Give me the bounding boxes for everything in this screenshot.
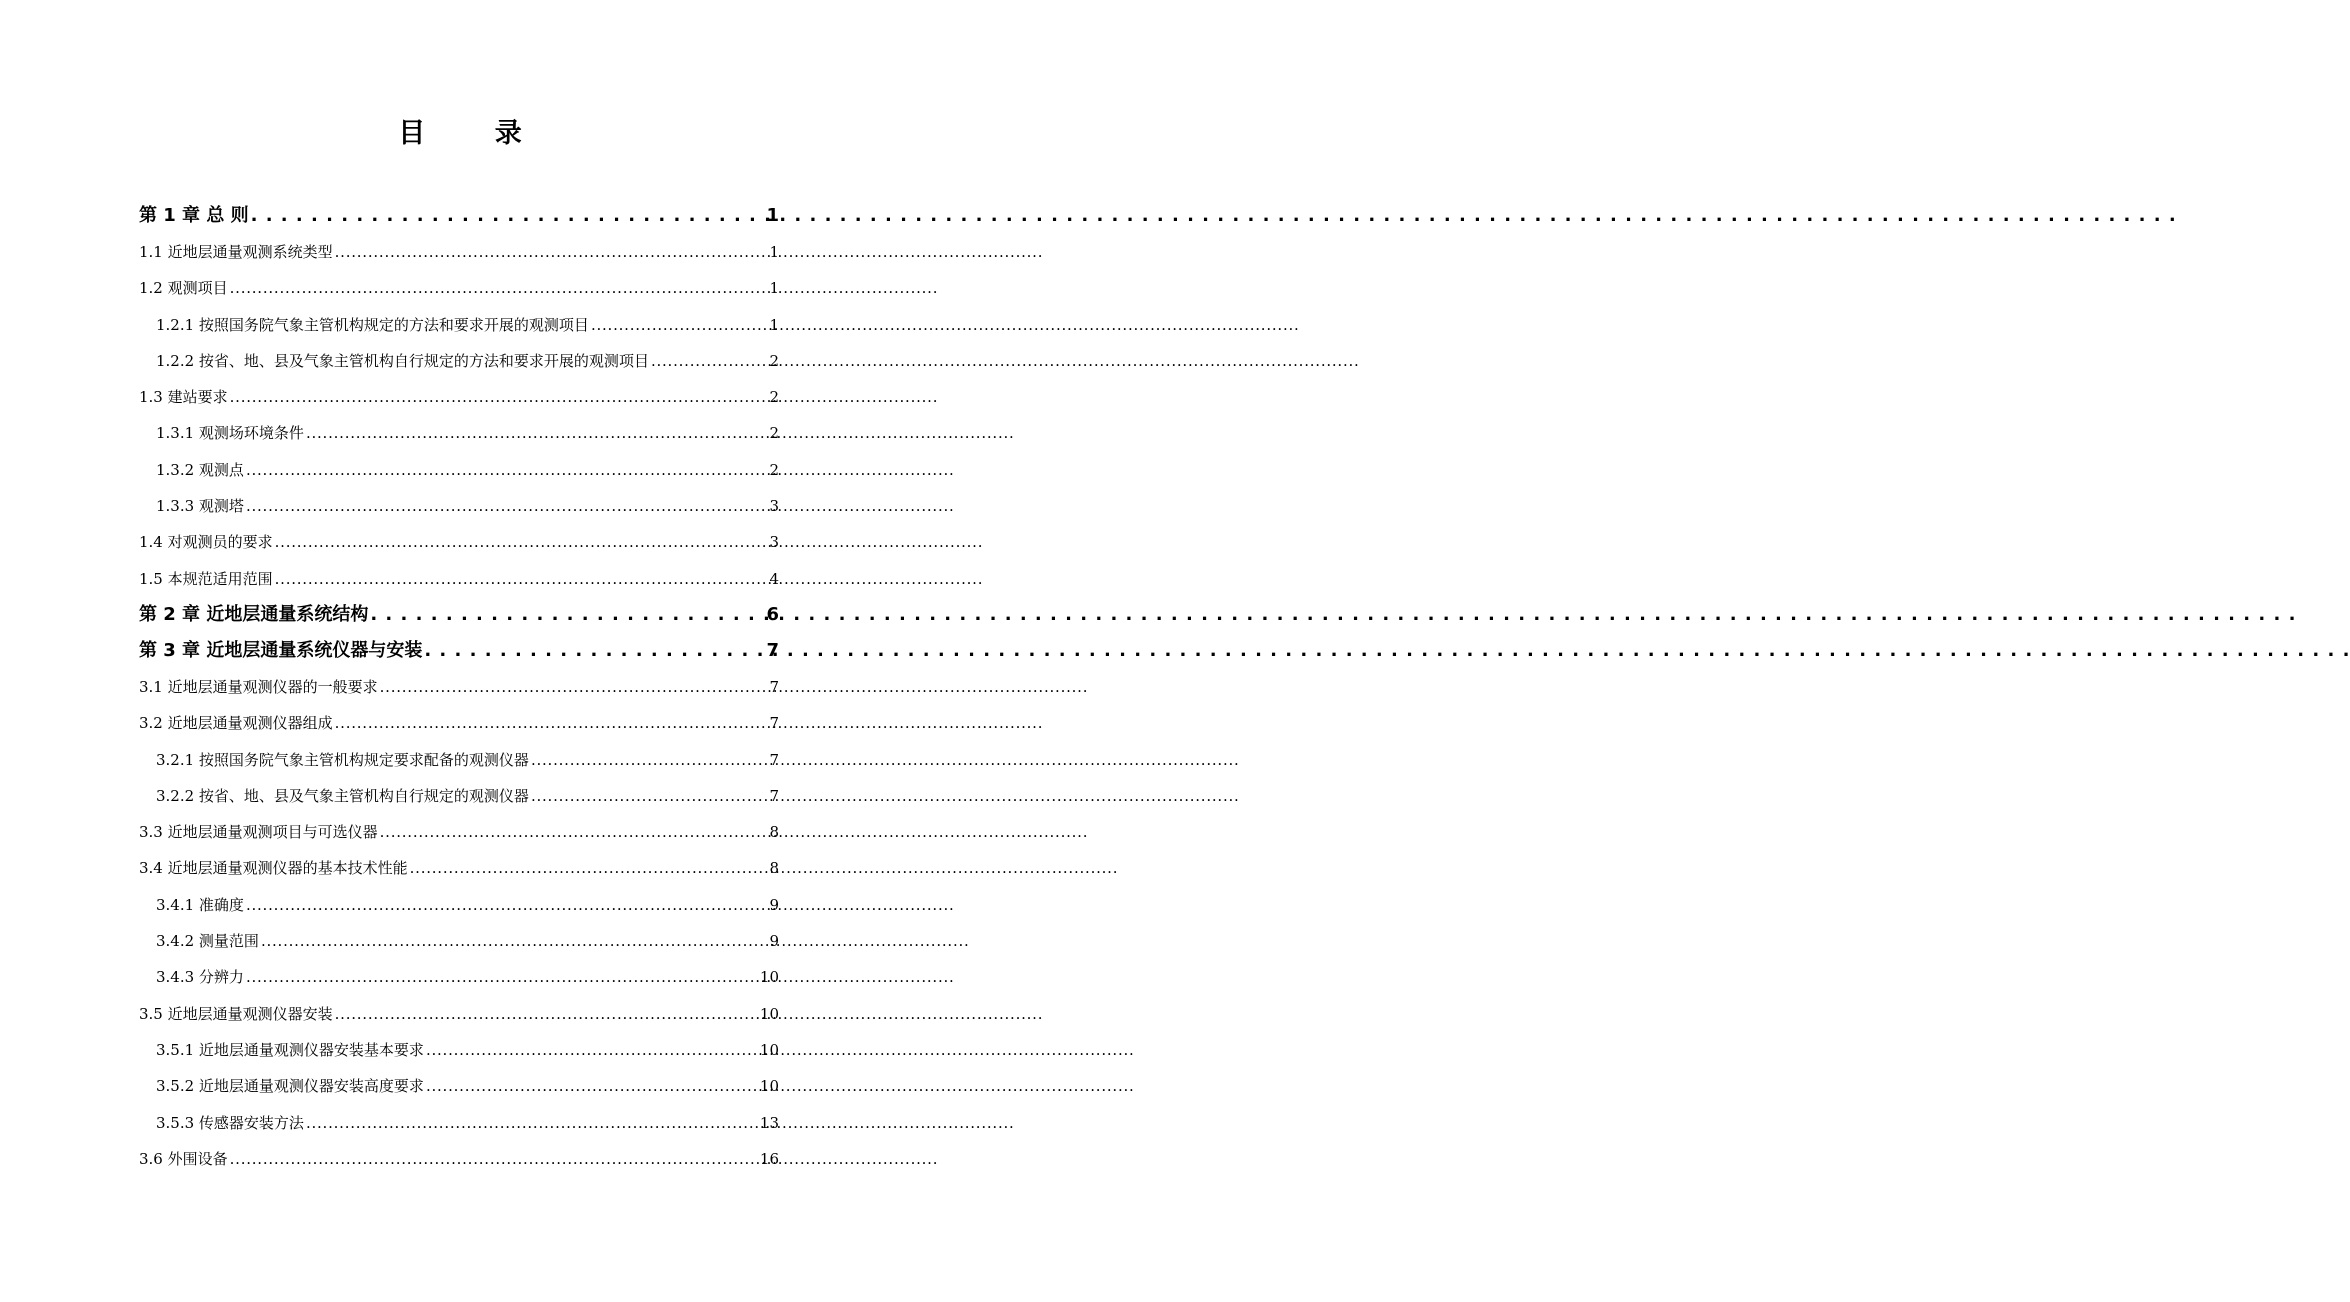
toc-entry-page: 1	[769, 243, 779, 261]
page-title: 目 录	[398, 118, 552, 149]
toc-entry-1-1[interactable]	[139, 234, 779, 270]
toc-entry-label: 1.4 对观测员的要求	[139, 533, 273, 552]
toc-entry-3-4[interactable]	[139, 850, 779, 886]
dot-leader	[230, 1141, 758, 1177]
dot-leader	[426, 1032, 758, 1068]
dot-leader	[651, 343, 768, 379]
toc-entry-page: 9	[769, 895, 779, 914]
dot-leader	[246, 488, 768, 524]
toc-entry-label: 1.2.2 按省、地、县及气象主管机构自行规定的方法和要求开展的观测项目	[156, 351, 649, 370]
toc-entry-page: 13	[759, 1113, 779, 1132]
toc-entry-1-2[interactable]	[139, 270, 779, 306]
toc-entry-label: 第 3 章 近地层通量系统仪器与安装	[139, 639, 423, 661]
toc-entry-1-5[interactable]	[139, 561, 779, 597]
toc-entry-page: 16	[759, 1149, 779, 1168]
toc-entry-page: 2	[769, 424, 779, 443]
toc-entry-3-5-1[interactable]	[139, 1032, 779, 1068]
toc-entry-1-3-1[interactable]	[139, 415, 779, 451]
toc-entry-page: 2	[769, 460, 779, 479]
toc-entry-page: 3	[769, 533, 779, 552]
toc-entry-page: 10	[759, 968, 779, 987]
toc-entry-page: 2	[769, 388, 779, 407]
toc-entry-label: 3.2.2 按省、地、县及气象主管机构自行规定的观测仪器	[156, 786, 529, 805]
toc-entry-label: 3.5.1 近地层通量观测仪器安装基本要求	[156, 1040, 424, 1059]
dot-leader	[230, 270, 768, 306]
toc-entry-label: 1.1 近地层通量观测系统类型	[139, 243, 333, 261]
toc-entry-3-5[interactable]	[139, 996, 779, 1032]
toc-entry-page: 7	[769, 786, 779, 805]
toc-entry-label: 1.3.2 观测点	[156, 460, 244, 479]
toc-entry-label: 3.2.1 按照国务院气象主管机构规定要求配备的观测仪器	[156, 750, 529, 769]
toc-entry-page: 6	[766, 603, 779, 625]
toc-entry-page: 7	[769, 677, 779, 696]
toc-entry-page: 2	[769, 351, 779, 370]
toc-entry-3-3[interactable]	[139, 814, 779, 850]
toc-entry-1-3[interactable]	[139, 379, 779, 415]
toc-entry-chapter-1[interactable]	[139, 198, 779, 234]
toc-entry-label: 1.2 观测项目	[139, 279, 228, 298]
dot-leader	[424, 633, 764, 669]
toc-entry-page: 7	[766, 639, 779, 661]
toc-entry-page: 1	[769, 279, 779, 298]
toc-entry-page: 1	[766, 205, 779, 226]
dot-leader	[410, 850, 768, 886]
dot-leader	[380, 669, 768, 705]
toc-entry-page: 10	[759, 1040, 779, 1059]
toc-entry-3-2-1[interactable]	[139, 742, 779, 778]
toc-entry-label: 3.5.2 近地层通量观测仪器安装高度要求	[156, 1077, 424, 1096]
toc-entry-label: 1.3.1 观测场环境条件	[156, 424, 304, 443]
dot-leader	[275, 524, 768, 560]
toc-entry-page: 10	[759, 1004, 779, 1023]
dot-leader	[306, 415, 768, 451]
toc-entry-label: 1.3.3 观测塔	[156, 497, 244, 516]
toc-entry-3-2-2[interactable]	[139, 778, 779, 814]
dot-leader	[531, 742, 768, 778]
toc-entry-3-5-2[interactable]	[139, 1068, 779, 1104]
toc-entry-page: 8	[769, 823, 779, 842]
toc-entry-label: 第 2 章 近地层通量系统结构	[139, 603, 369, 625]
toc-entry-page: 7	[769, 750, 779, 769]
toc-entry-page: 10	[759, 1077, 779, 1096]
toc-entry-1-3-2[interactable]	[139, 452, 779, 488]
toc-entry-label: 1.5 本规范适用范围	[139, 569, 273, 588]
toc-entry-3-5-3[interactable]	[139, 1105, 779, 1141]
toc-entry-label: 3.2 近地层通量观测仪器组成	[139, 714, 333, 733]
toc-entry-label: 3.4.3 分辨力	[156, 968, 244, 987]
dot-leader	[335, 996, 758, 1032]
dot-leader	[591, 307, 768, 343]
toc-entry-label: 3.1 近地层通量观测仪器的一般要求	[139, 677, 378, 696]
toc-entry-page: 1	[769, 315, 779, 334]
toc-entry-1-3-3[interactable]	[139, 488, 779, 524]
dot-leader	[230, 379, 768, 415]
toc-entry-3-2[interactable]	[139, 705, 779, 741]
toc-entry-3-6[interactable]	[139, 1141, 779, 1177]
dot-leader	[261, 923, 768, 959]
toc-entry-label: 3.4.2 测量范围	[156, 932, 259, 951]
toc-entry-label: 第 1 章 总 则	[139, 205, 249, 226]
dot-leader	[335, 705, 768, 741]
toc-entry-label: 3.4.1 准确度	[156, 895, 244, 914]
toc-entry-label: 3.6 外围设备	[139, 1149, 228, 1168]
table-of-contents	[139, 198, 779, 1177]
toc-entry-3-4-2[interactable]	[139, 923, 779, 959]
toc-entry-page: 8	[769, 859, 779, 878]
dot-leader	[335, 234, 768, 270]
dot-leader	[246, 959, 758, 995]
toc-entry-3-4-1[interactable]	[139, 887, 779, 923]
toc-entry-1-2-2[interactable]	[139, 343, 779, 379]
toc-entry-page: 3	[769, 497, 779, 516]
toc-entry-label: 3.5.3 传感器安装方法	[156, 1113, 304, 1132]
toc-entry-chapter-3[interactable]	[139, 633, 779, 669]
dot-leader	[246, 887, 768, 923]
dot-leader	[426, 1068, 758, 1104]
toc-entry-page: 4	[769, 569, 779, 588]
toc-entry-page: 9	[769, 932, 779, 951]
toc-entry-label: 3.4 近地层通量观测仪器的基本技术性能	[139, 859, 408, 878]
dot-leader	[380, 814, 768, 850]
toc-entry-3-1[interactable]	[139, 669, 779, 705]
toc-entry-chapter-2[interactable]	[139, 597, 779, 633]
toc-entry-label: 3.3 近地层通量观测项目与可选仪器	[139, 823, 378, 842]
dot-leader	[246, 452, 768, 488]
toc-entry-page: 7	[769, 714, 779, 733]
toc-entry-label: 1.2.1 按照国务院气象主管机构规定的方法和要求开展的观测项目	[156, 315, 589, 334]
dot-leader	[531, 778, 768, 814]
toc-entry-1-4[interactable]	[139, 524, 779, 560]
toc-entry-label: 3.5 近地层通量观测仪器安装	[139, 1004, 333, 1023]
toc-entry-label: 1.3 建站要求	[139, 388, 228, 407]
dot-leader	[251, 198, 765, 234]
dot-leader	[306, 1105, 758, 1141]
toc-entry-3-4-3[interactable]	[139, 959, 779, 995]
toc-entry-1-2-1[interactable]	[139, 307, 779, 343]
dot-leader	[275, 561, 768, 597]
dot-leader	[370, 597, 764, 633]
